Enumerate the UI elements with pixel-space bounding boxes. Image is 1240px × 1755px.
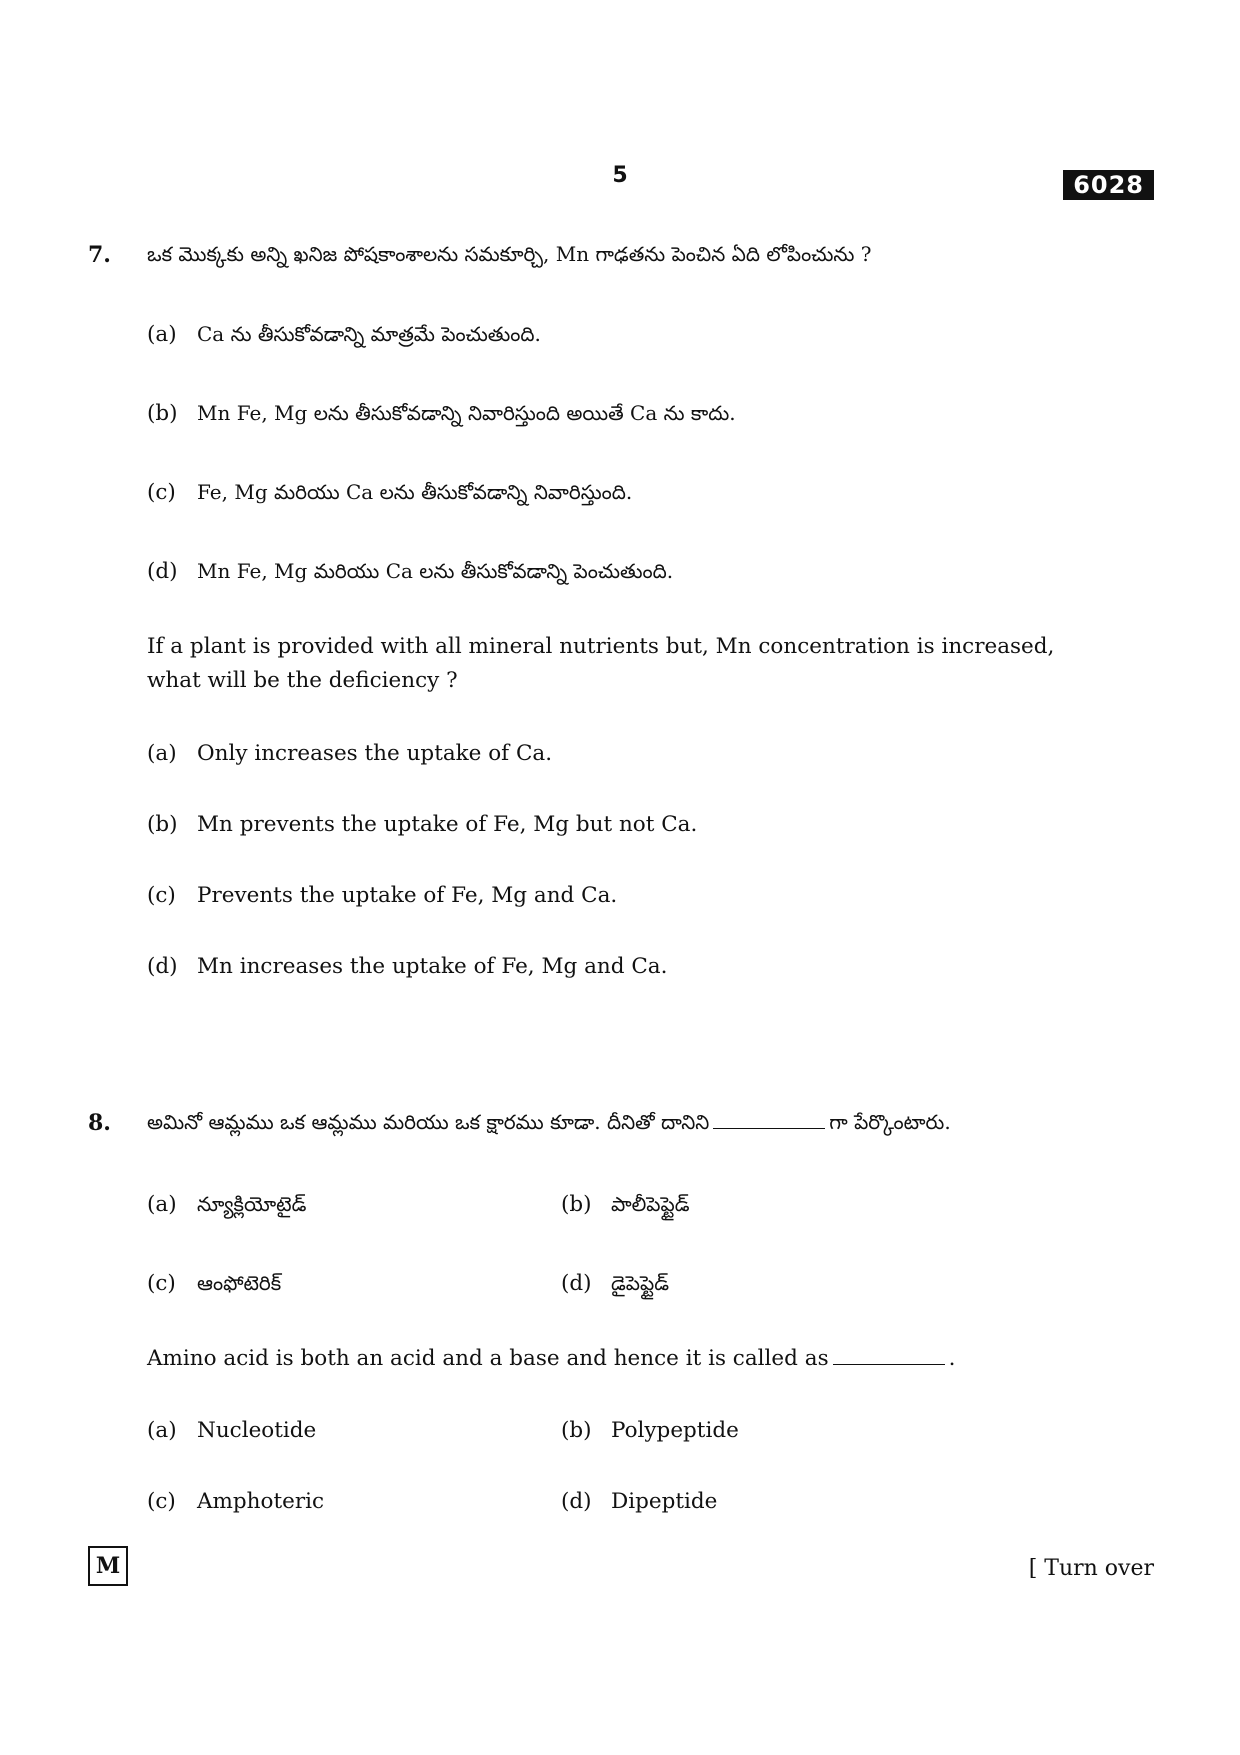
option-label: (b) xyxy=(147,401,178,426)
option-label: (c) xyxy=(147,883,176,908)
q7-telugu-option-c xyxy=(147,480,632,506)
option-text: డైపెప్టైడ్ xyxy=(611,1271,670,1295)
option-label: (b) xyxy=(147,812,178,837)
option-text: పాలీపెప్టైడ్ xyxy=(611,1192,690,1216)
option-text: Prevents the uptake of Fe, Mg and Ca. xyxy=(197,883,618,908)
option-text: Only increases the uptake of Ca. xyxy=(197,741,553,766)
question-8-telugu-text-after: గా పేర్కొంటారు. xyxy=(829,1110,951,1134)
option-text: Ca ను తీసుకోవడాన్ని మాత్రమే పెంచుతుంది. xyxy=(197,322,541,346)
turn-over-note: [ Turn over xyxy=(1028,1556,1154,1581)
q7-english-option-a xyxy=(147,741,552,767)
q8-telugu-option-d xyxy=(561,1271,669,1297)
question-8-telugu-text-before: అమినో ఆమ్లము ఒక ఆమ్లము మరియు ఒక క్షారము కూడా. దీనితో దానిని xyxy=(147,1110,710,1134)
option-text: Polypeptide xyxy=(611,1418,739,1443)
option-label: (c) xyxy=(147,1489,176,1514)
q8-telugu-option-b xyxy=(561,1192,690,1218)
option-text: Mn Fe, Mg మరియు Ca లను తీసుకోవడాన్ని పెంచుతుంది. xyxy=(197,559,674,583)
option-label: (a) xyxy=(147,322,177,347)
answer-blank xyxy=(713,1110,825,1129)
q7-telugu-option-b xyxy=(147,401,736,427)
q8-english-option-a xyxy=(147,1418,316,1444)
question-7-english-line-2: what will be the deficiency ? xyxy=(147,668,458,693)
option-text: Mn increases the uptake of Fe, Mg and Ca. xyxy=(197,954,668,979)
option-text: Fe, Mg మరియు Ca లను తీసుకోవడాన్ని నివారిస్తుంది. xyxy=(197,480,633,504)
option-label: (d) xyxy=(147,954,178,979)
option-label: (a) xyxy=(147,741,177,766)
option-label: (a) xyxy=(147,1418,177,1443)
q7-english-option-c xyxy=(147,883,617,909)
option-text: న్యూక్లియోటైడ్ xyxy=(197,1192,307,1216)
option-label: (c) xyxy=(147,1271,176,1296)
q7-telugu-option-d xyxy=(147,559,673,585)
paper-code-badge: 6028 xyxy=(1063,170,1154,200)
question-7-telugu-text: ఒక మొక్కకు అన్ని ఖనిజ పోషకాంశాలను సమకూర్చి, Mn గాఢతను పెంచిన ఏది లోపించును ? xyxy=(147,242,872,266)
q8-english-option-b xyxy=(561,1418,739,1444)
option-label: (a) xyxy=(147,1192,177,1217)
q8-telugu-option-c xyxy=(147,1271,281,1297)
option-text: Mn Fe, Mg లను తీసుకోవడాన్ని నివారిస్తుంది అయితే Ca ను కాదు. xyxy=(197,401,736,425)
question-8-english-text-body: Amino acid is both an acid and a base and hence it is called as xyxy=(147,1346,829,1371)
q7-english-option-d xyxy=(147,954,667,980)
option-text: Nucleotide xyxy=(197,1418,317,1443)
q8-telugu-option-a xyxy=(147,1192,306,1218)
question-7-number: 7. xyxy=(88,242,111,268)
question-7-english-line-1: If a plant is provided with all mineral nutrients but, Mn concentration is increased, xyxy=(147,634,1055,659)
option-text: Mn prevents the uptake of Fe, Mg but not Ca. xyxy=(197,812,698,837)
option-label: (c) xyxy=(147,480,176,505)
option-label: (b) xyxy=(561,1192,592,1217)
option-text: Amphoteric xyxy=(197,1489,325,1514)
option-label: (d) xyxy=(561,1489,592,1514)
medium-mark-box: M xyxy=(88,1546,128,1586)
q8-english-option-d xyxy=(561,1489,717,1515)
option-text: Dipeptide xyxy=(611,1489,718,1514)
option-text: ఆంఫోటెరిక్ xyxy=(197,1271,282,1295)
q8-english-option-c xyxy=(147,1489,324,1515)
q7-english-option-b xyxy=(147,812,697,838)
question-8-number: 8. xyxy=(88,1110,111,1136)
option-label: (d) xyxy=(561,1271,592,1296)
question-8-telugu-text xyxy=(147,1110,951,1134)
q7-telugu-option-a xyxy=(147,322,541,348)
option-label: (b) xyxy=(561,1418,592,1443)
question-8-english-text xyxy=(147,1346,955,1372)
answer-blank xyxy=(833,1346,945,1365)
sentence-period: . xyxy=(948,1346,956,1371)
page-number: 5 xyxy=(612,163,628,188)
option-label: (d) xyxy=(147,559,178,584)
